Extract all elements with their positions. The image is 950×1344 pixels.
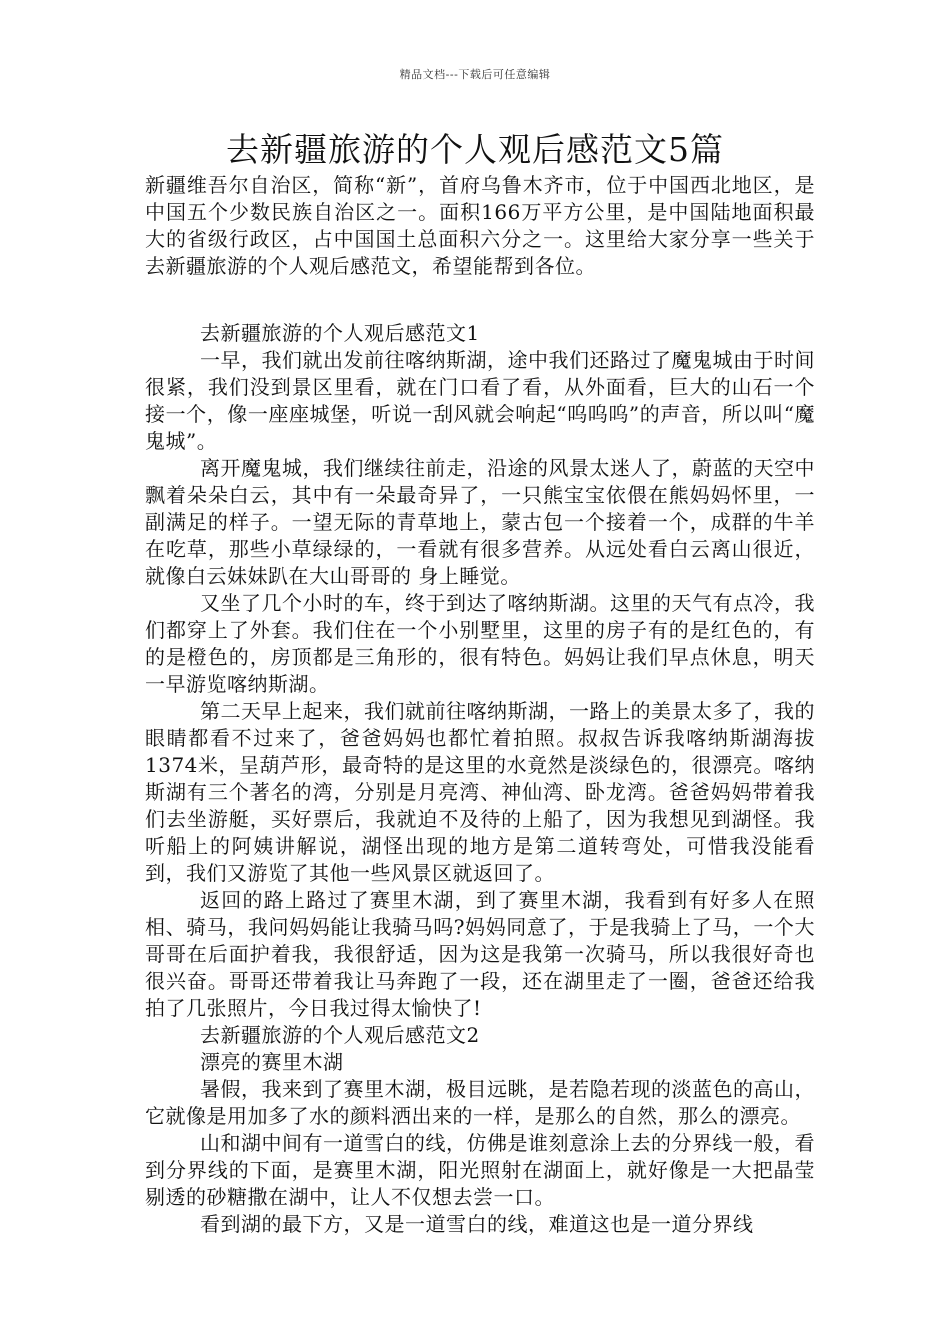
section1-paragraph-5: 返回的路上路过了赛里木湖，到了赛里木湖，我看到有好多人在照相、骑马，我问妈妈能让我骑马吗?妈妈同意了，于是我骑上了马，一个大哥哥在后面护着我，我很舒适，因为这是我第一次骑马，所以我很好奇也很兴奋。哥哥还带着我让马奔跑了一段，还在湖里走了一圈，爸爸还给我拍了几张照片，今日我过得太愉快了! — [145, 888, 815, 1020]
section2-paragraph-1: 暑假，我来到了赛里木湖，极目远眺，是若隐若现的淡蓝色的高山，它就像是用加多了水的颜料洒出来的一样，是那么的自然，那么的漂亮。 — [145, 1077, 815, 1128]
section-heading: 去新疆旅游的个人观后感范文2 — [200, 1023, 480, 1047]
intro-paragraph: 新疆维吾尔自治区，简称“新”，首府乌鲁木齐市，位于中国西北地区，是中国五个少数民族自治区之一。面积166万平方公里，是中国陆地面积最大的省级行政区，占中国国土总面积六分之一。这里给大家分享一些关于去新疆旅游的个人观后感范文，希望能帮到各位。 — [145, 173, 815, 278]
section1-paragraph-1: 一早，我们就出发前往喀纳斯湖，途中我们还路过了魔鬼城由于时间很紧，我们没到景区里看，就在门口看了看，从外面看，巨大的山石一个接一个，像一座座城堡，听说一刮风就会响起“呜呜呜”的声音，所以叫“魔鬼城”。 — [145, 348, 815, 453]
section-heading: 去新疆旅游的个人观后感范文1 — [200, 321, 480, 345]
section-subheading: 漂亮的赛里木湖 — [200, 1050, 344, 1074]
section2-paragraph-3: 看到湖的最下方，又是一道雪白的线，难道这也是一道分界线 — [200, 1212, 754, 1236]
document-title: 去新疆旅游的个人观后感范文5篇 — [226, 130, 724, 169]
blank-gap — [145, 307, 815, 320]
blank-line — [145, 280, 815, 307]
header-note: 精品文档---下载后可任意编辑 — [399, 68, 551, 81]
section1-paragraph-2: 离开魔鬼城，我们继续往前走，沿途的风景太迷人了，蔚蓝的天空中飘着朵朵白云，其中有一朵最奇异了，一只熊宝宝依偎在熊妈妈怀里，一副满足的样子。一望无际的青草地上，蒙古包一个接着一个，成群的牛羊在吃草，那些小草绿绿的，一看就有很多营养。从远处看白云离山很近，就像白云妹妹趴在大山哥哥的 身上睡觉。 — [145, 456, 815, 588]
section1-paragraph-3: 又坐了几个小时的车，终于到达了喀纳斯湖。这里的天气有点冷，我们都穿上了外套。我们住在一个小别墅里，这里的房子有的是红色的，有的是橙色的，房顶都是三角形的，很有特色。妈妈让我们早点休息，明天一早游览喀纳斯湖。 — [145, 591, 815, 696]
section2-paragraph-2: 山和湖中间有一道雪白的线，仿佛是谁刻意涂上去的分界线一般，看到分界线的下面，是赛里木湖，阳光照射在湖面上，就好像是一大把晶莹剔透的砂糖撒在湖中，让人不仅想去尝一口。 — [145, 1131, 815, 1209]
document-body — [145, 172, 815, 1238]
section1-paragraph-4: 第二天早上起来，我们就前往喀纳斯湖，一路上的美景太多了，我的眼睛都看不过来了，爸爸妈妈也都忙着拍照。叔叔告诉我喀纳斯湖海拔1374米，呈葫芦形，最奇特的是这里的水竟然是淡绿色的，很漂亮。喀纳斯湖有三个著名的湾，分别是月亮湾、神仙湾、卧龙湾。爸爸妈妈带着我们去坐游艇，买好票后，我就迫不及待的上船了，因为我想见到湖怪。我听船上的阿姨讲解说，湖怪出现的地方是第二道转弯处，可惜我没能看到，我们又游览了其他一些风景区就返回了。 — [145, 699, 815, 885]
